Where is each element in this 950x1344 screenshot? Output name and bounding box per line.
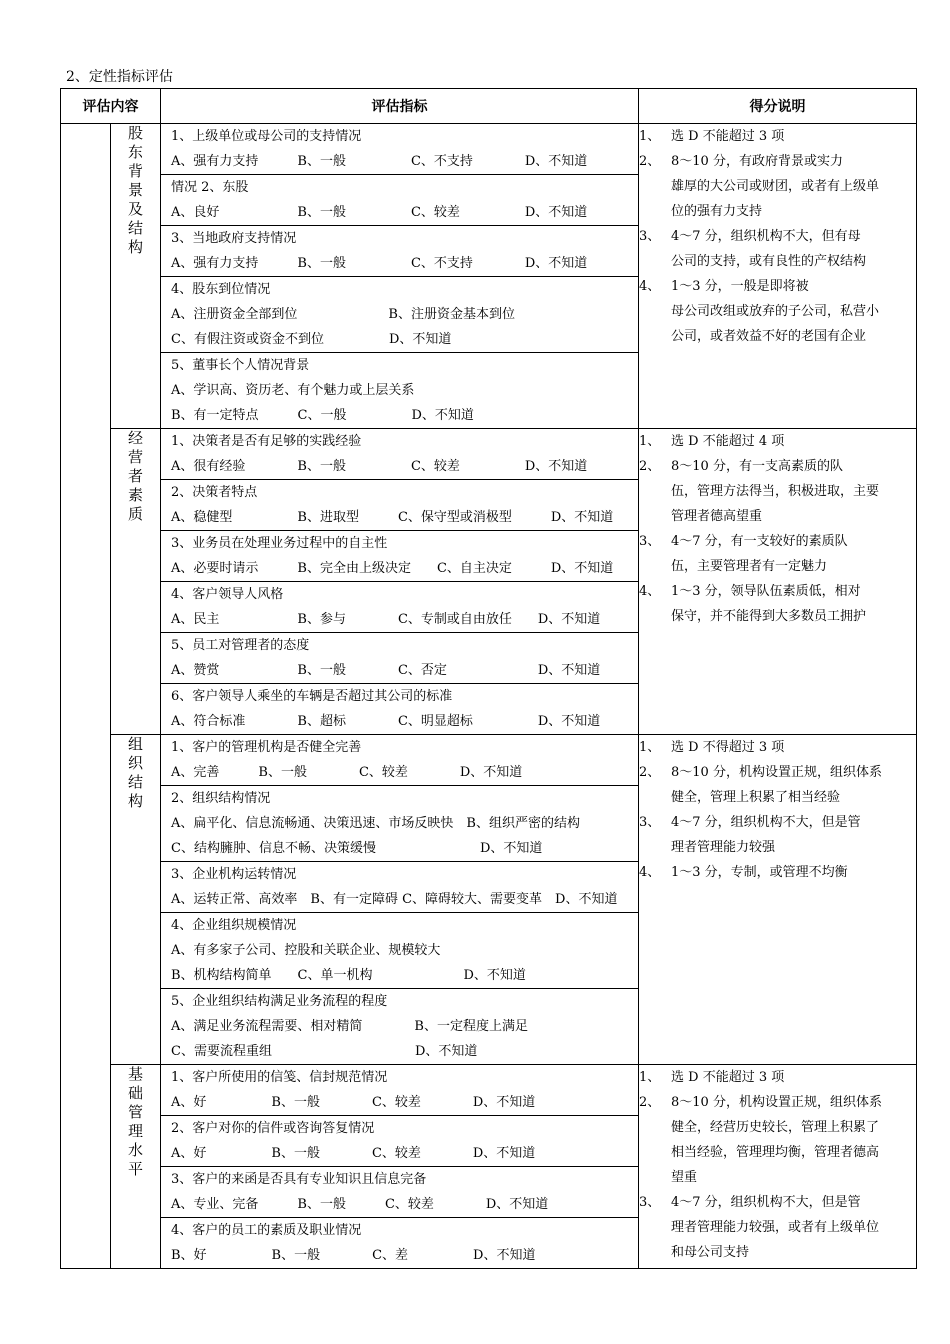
indicator-options: C、需要流程重组 D、不知道 <box>171 1044 478 1059</box>
score-cell <box>639 124 917 429</box>
score-text: 选 D 不能超过 4 项 <box>671 434 785 449</box>
score-number: 4、 <box>639 865 661 880</box>
score-number: 3、 <box>639 815 661 830</box>
indicator-question: 3、当地政府支持情况 <box>171 231 297 246</box>
score-number: 3、 <box>639 229 661 244</box>
score-number <box>639 174 671 199</box>
header-row <box>61 89 917 124</box>
score-text: 8～10 分，机构设置正规，组织体系 <box>671 1095 882 1110</box>
score-line <box>639 1165 916 1190</box>
score-number: 1、 <box>639 740 661 755</box>
section-row <box>61 1065 917 1269</box>
category-cell <box>111 735 161 1065</box>
score-line <box>639 1065 916 1090</box>
score-number: 4、 <box>639 279 661 294</box>
indicator-options: C、结构臃肿、信息不畅、决策缓慢 D、不知道 <box>171 841 543 856</box>
indicator-question: 1、上级单位或母公司的支持情况 <box>171 129 362 144</box>
score-number <box>639 324 671 349</box>
indicator-item <box>161 861 638 912</box>
indicator-item <box>161 988 638 1064</box>
score-text: 4～7 分，组织机构不大，但是管 <box>671 815 861 830</box>
indicator-item <box>161 429 638 479</box>
score-text: 选 D 不能超过 3 项 <box>671 1070 785 1085</box>
score-number: 3、 <box>639 534 661 549</box>
category-cell <box>111 429 161 735</box>
score-text: 4～7 分，有一支较好的素质队 <box>671 534 848 549</box>
score-number: 2、 <box>639 1095 661 1110</box>
score-number: 1、 <box>639 434 661 449</box>
indicator-item <box>161 735 638 785</box>
evaluation-table <box>60 88 917 1269</box>
indicator-item <box>161 174 638 225</box>
score-line <box>639 454 916 479</box>
indicator-question: 4、企业组织规模情况 <box>171 918 297 933</box>
score-text: 健全，经营历史较长，管理上积累了 <box>671 1120 880 1135</box>
score-text: 1～3 分，专制，或管理不均衡 <box>671 865 848 880</box>
score-line <box>639 1240 916 1265</box>
indicator-item <box>161 124 638 174</box>
score-line <box>639 299 916 324</box>
score-number <box>639 299 671 324</box>
score-line <box>639 835 916 860</box>
section-row <box>61 429 917 735</box>
score-text: 理者管理能力较强 <box>671 840 776 855</box>
score-number <box>639 199 671 224</box>
score-number <box>639 1140 671 1165</box>
category-cell <box>111 124 161 429</box>
score-text: 公司的支持，或有良性的产权结构 <box>671 254 867 269</box>
blank-column <box>61 124 111 1269</box>
score-text: 保守，并不能得到大多数员工拥护 <box>671 609 867 624</box>
score-text: 相当经验，管理理均衡，管理者德高 <box>671 1145 880 1160</box>
score-text: 选 D 不得超过 3 项 <box>671 740 785 755</box>
indicator-options: A、民主 B、参与 C、专制或自由放任 D、不知道 <box>171 612 601 627</box>
score-text: 和母公司支持 <box>671 1245 750 1260</box>
section-row <box>61 124 917 429</box>
indicator-options: A、有多家子公司、控股和关联企业、规模较大 <box>171 943 441 958</box>
score-line <box>639 1215 916 1240</box>
indicator-options: A、好 B、一般 C、较差 D、不知道 <box>171 1095 536 1110</box>
indicator-options: A、完善 B、一般 C、较差 D、不知道 <box>171 765 523 780</box>
score-number <box>639 1240 671 1265</box>
score-number: 1、 <box>639 1070 661 1085</box>
score-cell <box>639 1065 917 1269</box>
score-text: 位的强有力支持 <box>671 204 763 219</box>
score-line <box>639 504 916 529</box>
score-text: 望重 <box>671 1170 698 1185</box>
score-number: 1、 <box>639 129 661 144</box>
score-text: 伍，管理方法得当，积极进取，主要 <box>671 484 880 499</box>
score-line <box>639 1140 916 1165</box>
indicator-item <box>161 1065 638 1115</box>
indicator-question: 1、客户的管理机构是否健全完善 <box>171 740 362 755</box>
score-text: 健全，管理上积累了相当经验 <box>671 790 841 805</box>
score-line <box>639 760 916 785</box>
indicator-item <box>161 1115 638 1166</box>
indicator-options: A、注册资金全部到位 B、注册资金基本到位 <box>171 307 515 322</box>
score-line <box>639 174 916 199</box>
score-text: 选 D 不能超过 3 项 <box>671 129 785 144</box>
indicator-question: 4、股东到位情况 <box>171 282 271 297</box>
header-content: 评估内容 <box>61 89 161 124</box>
score-line <box>639 429 916 454</box>
score-line <box>639 1090 916 1115</box>
indicator-options: B、机构结构简单 C、单一机构 D、不知道 <box>171 968 526 983</box>
score-number: 2、 <box>639 765 661 780</box>
category-label: 基础管理水平 <box>127 1065 143 1178</box>
indicator-item <box>161 912 638 988</box>
category-label: 经营者素质 <box>127 429 143 523</box>
indicator-item <box>161 581 638 632</box>
score-number <box>639 249 671 274</box>
score-number <box>639 835 671 860</box>
indicator-options: B、好 B、一般 C、差 D、不知道 <box>171 1248 536 1263</box>
indicator-question: 2、决策者特点 <box>171 485 258 500</box>
score-line <box>639 1190 916 1215</box>
score-number <box>639 1165 671 1190</box>
indicator-question: 5、企业组织结构满足业务流程的程度 <box>171 994 388 1009</box>
score-line <box>639 324 916 349</box>
indicator-question: 情况 2、东股 <box>171 180 249 195</box>
indicator-cell <box>161 735 639 1065</box>
indicator-item <box>161 632 638 683</box>
indicator-options: A、专业、完备 B、一般 C、较差 D、不知道 <box>171 1197 549 1212</box>
indicator-item <box>161 683 638 734</box>
score-number: 2、 <box>639 154 661 169</box>
score-number <box>639 554 671 579</box>
score-text: 伍，主要管理者有一定魅力 <box>671 559 828 574</box>
category-label: 股东背景及结构 <box>127 124 143 256</box>
indicator-question: 3、客户的来函是否具有专业知识且信息完备 <box>171 1172 427 1187</box>
score-text: 理者管理能力较强，或者有上级单位 <box>671 1220 880 1235</box>
indicator-options: A、稳健型 B、进取型 C、保守型或消极型 D、不知道 <box>171 510 614 525</box>
score-text: 8～10 分，有一支高素质的队 <box>671 459 843 474</box>
score-line <box>639 785 916 810</box>
header-indicator: 评估指标 <box>161 89 639 124</box>
score-line <box>639 249 916 274</box>
indicator-cell <box>161 429 639 735</box>
score-line <box>639 274 916 299</box>
indicator-question: 3、企业机构运转情况 <box>171 867 297 882</box>
score-number: 2、 <box>639 459 661 474</box>
score-text: 8～10 分，机构设置正规，组织体系 <box>671 765 882 780</box>
indicator-question: 4、客户的员工的素质及职业情况 <box>171 1223 362 1238</box>
indicator-options: A、学识高、资历老、有个魅力或上层关系 <box>171 383 415 398</box>
page-heading: 2、定性指标评估 <box>66 69 173 85</box>
indicator-question: 6、客户领导人乘坐的车辆是否超过其公司的标准 <box>171 689 453 704</box>
indicator-question: 5、员工对管理者的态度 <box>171 638 310 653</box>
score-line <box>639 199 916 224</box>
indicator-question: 2、组织结构情况 <box>171 791 271 806</box>
indicator-options: A、好 B、一般 C、较差 D、不知道 <box>171 1146 536 1161</box>
category-label: 组织结构 <box>127 735 143 810</box>
indicator-item <box>161 479 638 530</box>
indicator-options: A、良好 B、一般 C、较差 D、不知道 <box>171 205 588 220</box>
score-line <box>639 579 916 604</box>
score-cell <box>639 429 917 735</box>
indicator-question: 1、决策者是否有足够的实践经验 <box>171 434 362 449</box>
indicator-options: A、强有力支持 B、一般 C、不支持 D、不知道 <box>171 256 588 271</box>
indicator-cell <box>161 1065 639 1269</box>
score-number: 4、 <box>639 584 661 599</box>
score-line <box>639 124 916 149</box>
indicator-item <box>161 276 638 352</box>
indicator-question: 4、客户领导人风格 <box>171 587 284 602</box>
score-line <box>639 224 916 249</box>
score-text: 公司，或者效益不好的老国有企业 <box>671 329 867 344</box>
score-number <box>639 1115 671 1140</box>
indicator-options: A、赞赏 B、一般 C、否定 D、不知道 <box>171 663 601 678</box>
score-text: 4～7 分，组织机构不大，但有母 <box>671 229 861 244</box>
score-text: 4～7 分，组织机构不大，但是管 <box>671 1195 861 1210</box>
score-text: 1～3 分，一般是即将被 <box>671 279 809 294</box>
indicator-cell <box>161 124 639 429</box>
score-line <box>639 149 916 174</box>
score-number <box>639 504 671 529</box>
indicator-options: A、运转正常、高效率 B、有一定障碍 C、障碍较大、需要变革 D、不知道 <box>171 892 618 907</box>
score-line <box>639 479 916 504</box>
score-text: 8～10 分，有政府背景或实力 <box>671 154 843 169</box>
indicator-options: A、强有力支持 B、一般 C、不支持 D、不知道 <box>171 154 588 169</box>
score-number <box>639 1215 671 1240</box>
score-line <box>639 735 916 760</box>
indicator-item <box>161 352 638 428</box>
header-score: 得分说明 <box>639 89 917 124</box>
indicator-options: A、扁平化、信息流畅通、决策迅速、市场反映快 B、组织严密的结构 <box>171 816 580 831</box>
category-cell <box>111 1065 161 1269</box>
indicator-options: A、符合标准 B、超标 C、明显超标 D、不知道 <box>171 714 601 729</box>
score-line <box>639 860 916 885</box>
indicator-item <box>161 1217 638 1268</box>
indicator-options: A、很有经验 B、一般 C、较差 D、不知道 <box>171 459 588 474</box>
indicator-question: 3、业务员在处理业务过程中的自主性 <box>171 536 388 551</box>
score-text: 母公司改组或放弃的子公司，私营小 <box>671 304 880 319</box>
section-row <box>61 735 917 1065</box>
score-text: 1～3 分，领导队伍素质低，相对 <box>671 584 861 599</box>
indicator-options: A、满足业务流程需要、相对精简 B、一定程度上满足 <box>171 1019 528 1034</box>
score-number <box>639 785 671 810</box>
score-line <box>639 529 916 554</box>
indicator-item <box>161 785 638 861</box>
score-number <box>639 604 671 629</box>
indicator-options: B、有一定特点 C、一般 D、不知道 <box>171 408 474 423</box>
indicator-question: 2、客户对你的信件或咨询答复情况 <box>171 1121 375 1136</box>
score-line <box>639 810 916 835</box>
indicator-question: 5、董事长个人情况背景 <box>171 358 310 373</box>
score-cell <box>639 735 917 1065</box>
indicator-options: A、必要时请示 B、完全由上级决定 C、自主决定 D、不知道 <box>171 561 614 576</box>
score-number: 3、 <box>639 1195 661 1210</box>
indicator-question: 1、客户所使用的信笺、信封规范情况 <box>171 1070 388 1085</box>
score-line <box>639 554 916 579</box>
indicator-options: C、有假注资或资金不到位 D、不知道 <box>171 332 452 347</box>
indicator-item <box>161 1166 638 1217</box>
score-line <box>639 1115 916 1140</box>
score-text: 雄厚的大公司或财团，或者有上级单 <box>671 179 880 194</box>
indicator-item <box>161 530 638 581</box>
score-number <box>639 479 671 504</box>
indicator-item <box>161 225 638 276</box>
score-text: 管理者德高望重 <box>671 509 763 524</box>
score-line <box>639 604 916 629</box>
